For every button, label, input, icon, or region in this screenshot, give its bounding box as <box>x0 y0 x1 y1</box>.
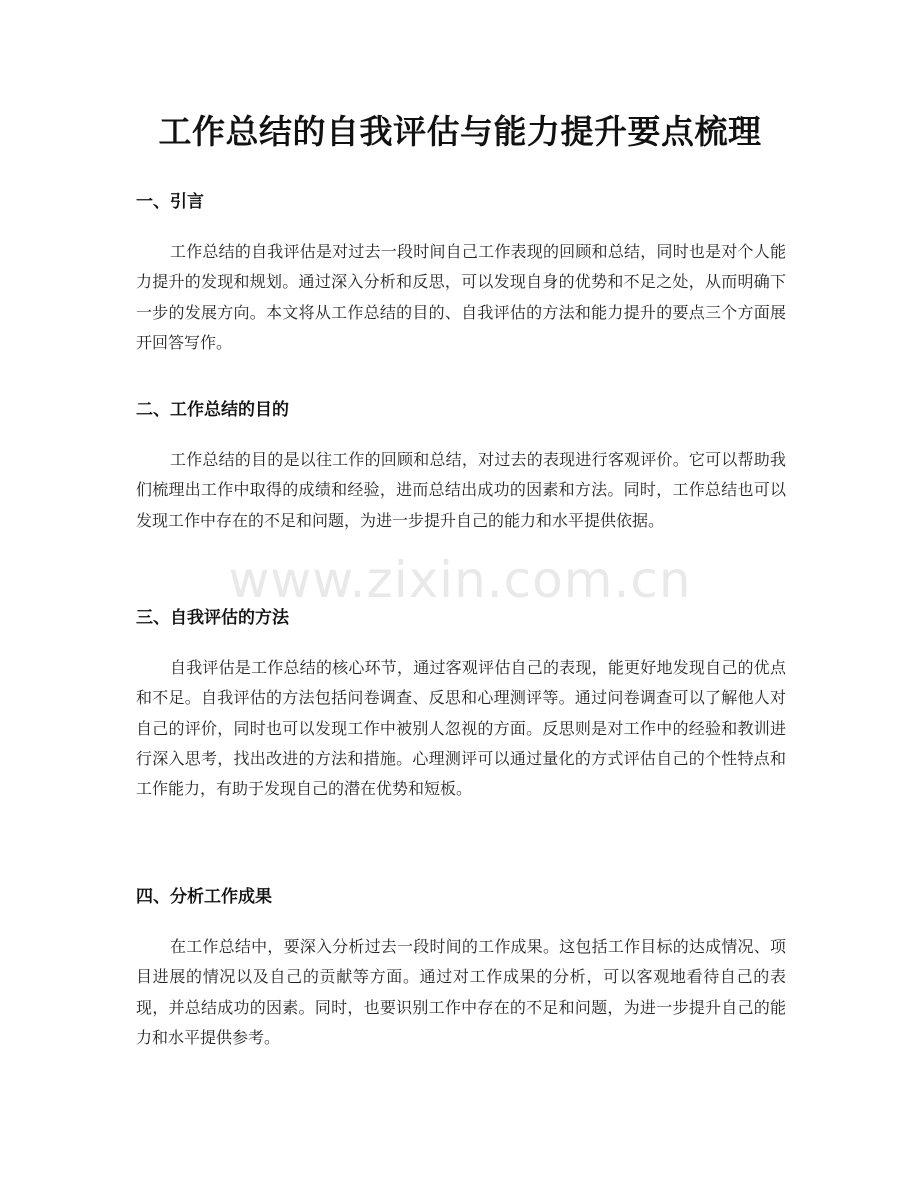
document-title: 工作总结的自我评估与能力提升要点梳理 <box>158 112 762 151</box>
section-heading-results: 四、分析工作成果 <box>136 887 272 907</box>
section-body-purpose: 工作总结的目的是以往工作的回顾和总结，对过去的表现进行客观评价。它可以帮助我们梳理出工作中取得的成绩和经验，进而总结出成功的因素和方法。同时，工作总结也可以发现工作中存在的不足和问题，为进一步提升自己的能力和水平提供依据。 <box>136 450 786 530</box>
section-body-intro: 工作总结的自我评估是对过去一段时间自己工作表现的回顾和总结，同时也是对个人能力提升的发现和规划。通过深入分析和反思，可以发现自身的优势和不足之处，从而明确下一步的发展方向。本文将从工作总结的目的、自我评估的方法和能力提升的要点三个方面展开回答写作。 <box>136 242 786 352</box>
watermark-text: www.zixin.com.cn <box>228 551 692 609</box>
section-heading-method: 三、自我评估的方法 <box>136 608 289 628</box>
section-body-results: 在工作总结中，要深入分析过去一段时间的工作成果。这包括工作目标的达成情况、项目进展的情况以及自己的贡献等方面。通过对工作成果的分析，可以客观地看待自己的表现，并总结成功的因素。同时，也要识别工作中存在的不足和问题，为进一步提升自己的能力和水平提供参考。 <box>136 937 786 1047</box>
section-body-method: 自我评估是工作总结的核心环节，通过客观评估自己的表现，能更好地发现自己的优点和不足。自我评估的方法包括问卷调查、反思和心理测评等。通过问卷调查可以了解他人对自己的评价，同时也可以发现工作中被别人忽视的方面。反思则是对工作中的经验和教训进行深入思考，找出改进的方法和措施。心理测评可以通过量化的方式评估自己的个性特点和工作能力，有助于发现自己的潜在优势和短板。 <box>136 658 786 799</box>
section-heading-purpose: 二、工作总结的目的 <box>136 400 289 420</box>
section-heading-intro: 一、引言 <box>136 192 204 212</box>
